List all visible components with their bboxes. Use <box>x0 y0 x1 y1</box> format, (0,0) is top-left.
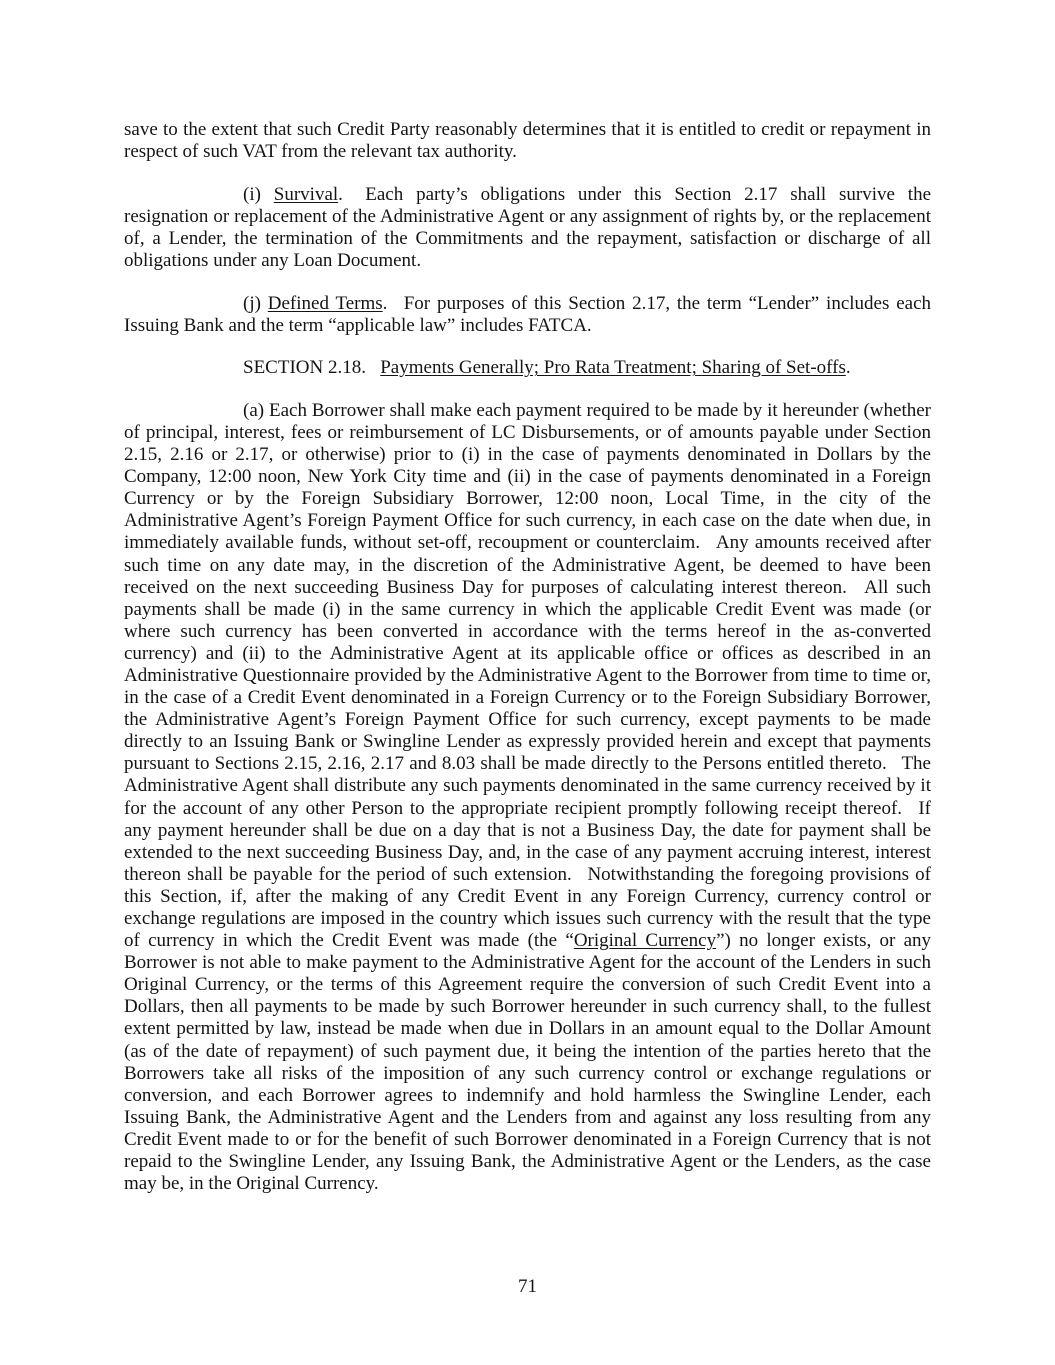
clause-i-survival <box>124 184 931 272</box>
paragraph-vat-continuation <box>124 119 931 163</box>
clause-j-defined-terms <box>124 293 931 337</box>
page-number: 71 <box>518 1276 537 1297</box>
underlined-term: Original Currency <box>573 930 717 952</box>
text-run: (a) Each Borrower shall make each payment required to be made by it hereunder (whether of principal, interest, fees or reimbursement of LC Disbursements, or of amounts payable under Section 2.15, 2.16 or 2.17, or otherwise) prior to (i) in the case of payments denominated in Dollars by the Company, 12:00 noon, New York City time and (ii) in the case of payments denominated in a Foreign Currency or by the Foreign Subsidiary Borrower, 12:00 noon, Local Time, in the city of the Administrative Agent’s Foreign Payment Office for such currency, in each case on the date when due, in immediately available funds, without set-off, recoupment or counterclaim. Any amounts received after such time on any date may, in the discretion of the Administrative Agent, be deemed to have been received on the next succeeding Business Day for purposes of calculating interest thereon. All such payments shall be made (i) in the same currency in which the applicable Credit Event was made (or where such currency has been converted in accordance with the terms hereof in the as-converted currency) and (ii) to the Administrative Agent at its applicable office or offices as described in an Administrative Questionnaire provided by the Administrative Agent to the Borrower from time to time or, in the case of a Credit Event denominated in a Foreign Currency or to the Foreign Subsidiary Borrower, the Administrative Agent’s Foreign Payment Office for such currency, except payments to be made directly to an Issuing Bank or Swingline Lender as expressly provided herein and except that payments pursuant to Sections 2.15, 2.16, 2.17 and 8.03 shall be made directly to the Persons entitled thereto. The Administrative Agent shall distribute any such payments denominated in the same currency received by it for the account of any other Person to the appropriate recipient promptly following receipt thereof. If any payment hereunder shall be due on a day that is not a Business Day, the date for payment shall be extended to the next succeeding Business Day, and, in the case of any payment accruing interest, interest thereon shall be payable for the period of such extension. Notwithstanding the foregoing provisions of this Section, if, after the making of any Credit Event in any Foreign Currency, currency control or exchange regulations are imposed in the country which issues such currency with the result that the type of currency in which the Credit Event was made (the “ <box>124 399 931 952</box>
text-run: . <box>845 357 851 379</box>
text-run: (j) <box>243 292 268 314</box>
section-2-18-heading <box>124 357 931 379</box>
text-run: ”) no longer exists, or any Borrower is not able to make payment to the Administrative Agent for the account of the Lenders in such Original Currency, or the terms of this Agreement require the conversion of such Credit Event into a Dollars, then all payments to be made by such Borrower hereunder in such currency shall, to the fullest extent permitted by law, instead be made when due in Dollars in an amount equal to the Dollar Amount (as of the date of repayment) of such payment due, it being the intention of the parties hereto that the Borrowers take all risks of the imposition of any such currency control or exchange regulations or conversion, and each Borrower agrees to indemnify and hold harmless the Swingline Lender, each Issuing Bank, the Administrative Agent and the Lenders from and against any loss resulting from any Credit Event made to or for the benefit of such Borrower denominated in a Foreign Currency that is not repaid to the Swingline Lender, any Issuing Bank, the Administrative Agent or the Lenders, as the case may be, in the Original Currency. <box>124 930 931 1195</box>
text-run: save to the extent that such Credit Party reasonably determines that it is entitled to credit or repayment in respect of such VAT from the relevant tax authority. <box>124 119 931 163</box>
document-body <box>124 119 931 1216</box>
text-run: (i) <box>243 183 274 205</box>
underlined-term: Payments Generally; Pro Rata Treatment; Sharing of Set-offs <box>380 357 846 379</box>
clause-a-payments-generally <box>124 400 931 1195</box>
text-run: . Each party’s obligations under this Section 2.17 shall survive the resignation or replacement of the Administrative Agent or any assignment of rights by, or the replacement of, a Lender, the termination of the Commitments and the repayment, satisfaction or discharge of all obligations under any Loan Document. <box>124 183 931 271</box>
text-run: . For purposes of this Section 2.17, the term “Lender” includes each Issuing Bank and the term “applicable law” includes FATCA. <box>124 292 932 336</box>
text-run: SECTION 2.18. <box>243 357 381 379</box>
underlined-term: Survival <box>273 183 339 205</box>
underlined-term: Defined Terms <box>267 292 383 314</box>
